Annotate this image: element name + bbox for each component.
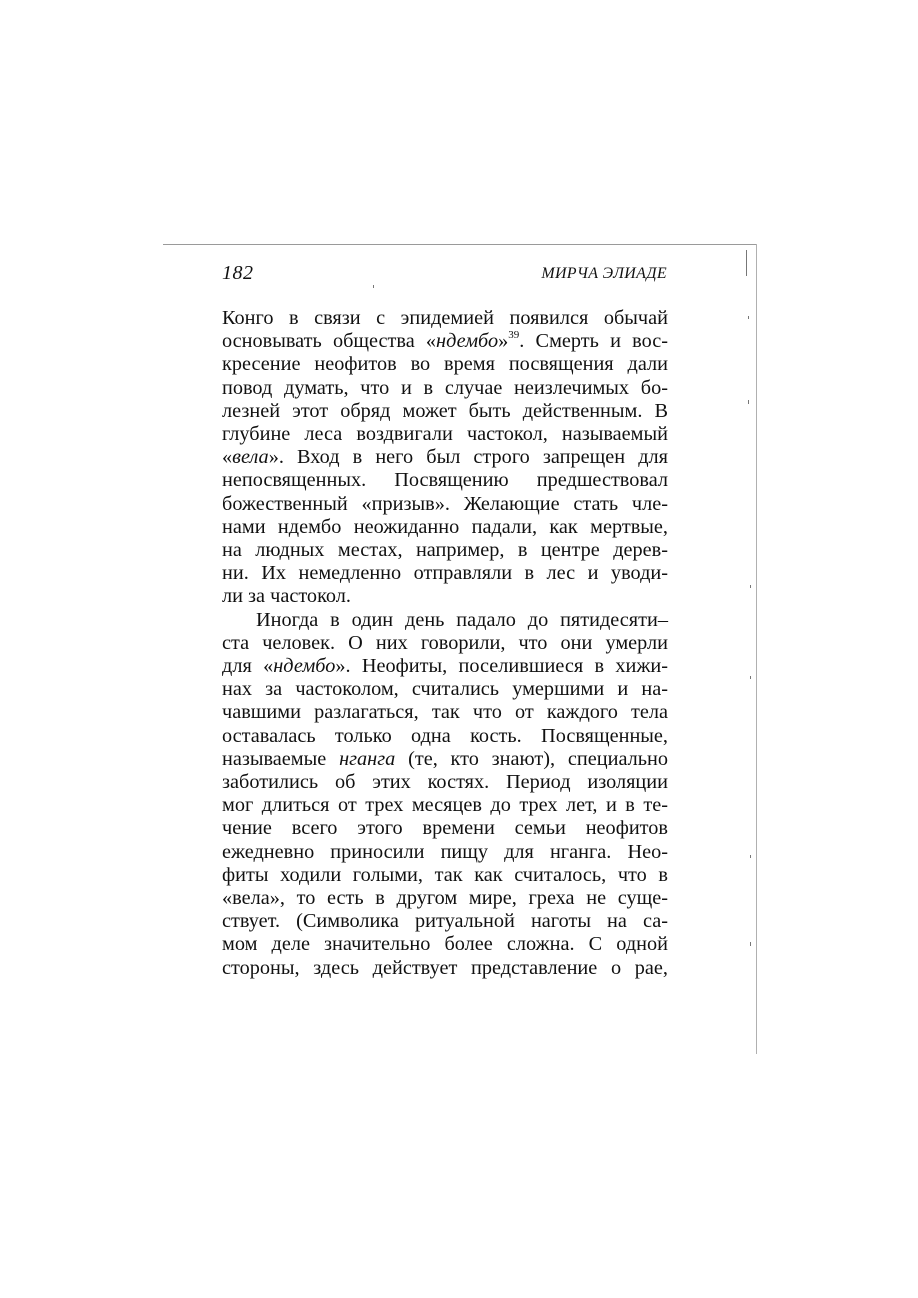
text-line: повод думать, что и в случае неизлечимых бо-: [222, 376, 668, 399]
text-line: ли за частокол.: [222, 585, 351, 608]
page-header: [222, 262, 667, 288]
scan-mark: [750, 942, 751, 946]
scan-mark: [750, 855, 751, 858]
scan-mark: [746, 250, 747, 276]
text-line: Иногда в один день падало до пятидесяти–: [256, 608, 668, 631]
text-line: глубине леса воздвигали частокол, называемый: [222, 423, 668, 446]
body-text: [222, 307, 668, 980]
text-line: фиты ходили голыми, так как считалось, что в: [222, 863, 668, 886]
text-line: основывать общества «ндембо»$^{39}$. Смерть и вос-: [222, 329, 668, 353]
scan-mark: [750, 676, 751, 679]
text-line: «вела», то есть в другом мире, греха не суще-: [222, 887, 668, 910]
text-line: мом деле значительно более сложна. С одной: [222, 933, 668, 956]
text-line: ежедневно приносили пищу для нганга. Нео-: [222, 840, 668, 863]
text-line: ствует. (Символика ритуальной наготы на са-: [222, 910, 668, 933]
text-line: лезней этот обряд может быть действенным. В: [222, 399, 668, 422]
text-line: чавшими разлагаться, так что от каждого тела: [222, 701, 668, 724]
text-line: заботились об этих костях. Период изоляции: [222, 771, 668, 794]
text-line: чение всего этого времени семьи неофитов: [222, 817, 668, 840]
text-line: нами ндембо неожиданно падали, как мертвые,: [222, 515, 668, 538]
text-line: «вела». Вход в него был строго запрещен для: [222, 446, 668, 469]
text-line: непосвященных. Посвящению предшествовал: [222, 469, 668, 492]
running-head: МИРЧА ЭЛИАДЕ: [541, 265, 667, 282]
footnote-marker: 39: [508, 329, 520, 342]
text-line: мог длиться от трех месяцев до трех лет, и в те-: [222, 794, 668, 817]
text-line: ни. Их немедленно отправляли в лес и уводи-: [222, 562, 668, 585]
text-line: кресение неофитов во время посвящения дали: [222, 353, 668, 376]
text-line: на людных местах, например, в центре дерев-: [222, 539, 668, 562]
scan-mark: [750, 585, 751, 588]
text-line: для «ндембо». Неофиты, поселившиеся в хижи-: [222, 655, 669, 678]
page-right-border: [756, 244, 757, 1054]
text-line: Конго в связи с эпидемией появился обычай: [222, 307, 668, 329]
text-line: оставалась только одна кость. Посвященные,: [222, 724, 668, 747]
text-line: божественный «призыв». Желающие стать чле-: [222, 492, 668, 515]
scan-mark: [748, 400, 749, 404]
text-line: ста человек. О них говорили, что они умерли: [222, 631, 668, 654]
text-line: нах за частоколом, считались умершими и на-: [222, 678, 668, 701]
text-line: называемые нганга (те, кто знают), специально: [222, 747, 668, 770]
text-line: стороны, здесь действует представление о рае,: [222, 956, 668, 979]
page-top-border: [163, 244, 757, 245]
scan-mark: [748, 316, 749, 319]
page-number: 182: [222, 262, 254, 284]
